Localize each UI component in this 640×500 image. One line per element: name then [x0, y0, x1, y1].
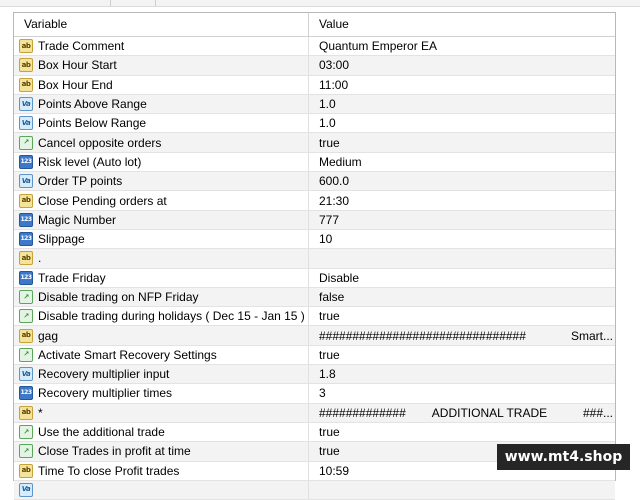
table-row[interactable]	[14, 365, 615, 384]
value-text: 21:30	[319, 193, 350, 208]
value-cell[interactable]	[309, 211, 615, 229]
variable-cell[interactable]	[14, 269, 309, 287]
variable-name: Box Hour End	[38, 77, 113, 92]
grid-rows	[14, 37, 615, 500]
column-header-variable[interactable]: Variable	[14, 13, 309, 36]
variable-cell[interactable]	[14, 249, 309, 267]
va-icon: Va	[19, 116, 33, 130]
variable-cell[interactable]	[14, 346, 309, 364]
value-text: Quantum Emperor EA	[319, 39, 438, 54]
variable-name: Close Trades in profit at time	[38, 444, 191, 459]
variable-cell[interactable]	[14, 56, 309, 74]
bool-icon: ↗	[19, 309, 33, 323]
value-cell[interactable]	[309, 133, 615, 151]
table-row[interactable]	[14, 346, 615, 365]
top-tab[interactable]	[110, 0, 156, 6]
value-text: 777	[319, 212, 340, 227]
variable-name: Activate Smart Recovery Settings	[38, 347, 217, 362]
variable-cell[interactable]	[14, 462, 309, 480]
watermark: www.mt4.shop	[497, 444, 630, 470]
variable-cell[interactable]	[14, 288, 309, 306]
table-row[interactable]	[14, 481, 615, 500]
value-cell[interactable]	[309, 269, 615, 287]
num-icon: 123	[19, 213, 33, 227]
value-cell[interactable]	[309, 326, 615, 344]
value-cell[interactable]	[309, 191, 615, 209]
grid-header	[14, 13, 615, 37]
value-text: 1.8	[319, 367, 336, 382]
bool-icon: ↗	[19, 136, 33, 150]
value-cell[interactable]	[309, 288, 615, 306]
value-text: 03:00	[319, 58, 350, 73]
table-row[interactable]	[14, 172, 615, 191]
value-cell[interactable]	[309, 76, 615, 94]
value-text: 1.0	[319, 116, 336, 131]
variable-cell[interactable]	[14, 172, 309, 190]
variable-cell[interactable]	[14, 384, 309, 402]
value-cell[interactable]	[309, 404, 615, 422]
variable-cell[interactable]	[14, 423, 309, 441]
variable-cell[interactable]	[14, 442, 309, 460]
variable-cell[interactable]	[14, 37, 309, 55]
value-cell[interactable]	[309, 230, 615, 248]
variable-name: Box Hour Start	[38, 58, 117, 73]
inputs-grid	[13, 12, 616, 494]
num-icon: 123	[19, 386, 33, 400]
table-row[interactable]	[14, 404, 615, 423]
variable-name: Trade Comment	[38, 39, 125, 54]
variable-name: Order TP points	[38, 174, 123, 189]
variable-cell[interactable]	[14, 133, 309, 151]
va-icon: Va	[19, 367, 33, 381]
variable-cell[interactable]	[14, 114, 309, 132]
bool-icon: ↗	[19, 348, 33, 362]
value-text: 10	[319, 232, 333, 247]
variable-name: .	[38, 251, 42, 266]
value-cell[interactable]	[309, 95, 615, 113]
variable-cell[interactable]	[14, 481, 309, 499]
value-text: Disable	[319, 270, 360, 285]
bool-icon: ↗	[19, 444, 33, 458]
variable-name: *	[38, 405, 43, 420]
value-text: 11:00	[319, 77, 349, 92]
variable-cell[interactable]	[14, 211, 309, 229]
variable-name: Close Pending orders at	[38, 193, 167, 208]
variable-cell[interactable]	[14, 404, 309, 422]
va-icon: Va	[19, 483, 33, 497]
value-cell[interactable]	[309, 307, 615, 325]
variable-name: Cancel opposite orders	[38, 135, 162, 150]
ab-icon: ab	[19, 329, 33, 343]
value-text: true	[319, 347, 340, 362]
num-icon: 123	[19, 155, 33, 169]
variable-name: Disable trading during holidays ( Dec 15 - Jan 15 )	[38, 309, 305, 324]
ab-icon: ab	[19, 39, 33, 53]
variable-name: gag	[38, 328, 59, 343]
table-row[interactable]	[14, 288, 615, 307]
value-cell[interactable]	[309, 249, 615, 267]
variable-name: Time To close Profit trades	[38, 463, 180, 478]
table-row[interactable]	[14, 56, 615, 75]
bool-icon: ↗	[19, 425, 33, 439]
table-row[interactable]	[14, 37, 615, 56]
variable-name: Points Below Range	[38, 116, 147, 131]
table-row[interactable]	[14, 249, 615, 268]
value-text: 600.0	[319, 174, 350, 189]
value-cell[interactable]	[309, 172, 615, 190]
value-text: true	[319, 135, 340, 150]
variable-name: Trade Friday	[38, 270, 106, 285]
table-row[interactable]	[14, 133, 615, 152]
va-icon: Va	[19, 174, 33, 188]
value-cell[interactable]	[309, 384, 615, 402]
variable-name: Points Above Range	[38, 97, 147, 112]
value-cell[interactable]	[309, 114, 615, 132]
variable-cell[interactable]	[14, 191, 309, 209]
variable-cell[interactable]	[14, 230, 309, 248]
table-row[interactable]	[14, 76, 615, 95]
variable-cell[interactable]	[14, 95, 309, 113]
value-cell[interactable]	[309, 56, 615, 74]
variable-name: Magic Number	[38, 212, 117, 227]
table-row[interactable]	[14, 326, 615, 345]
value-text: 3	[319, 386, 326, 401]
table-row[interactable]	[14, 211, 615, 230]
variable-name: Risk level (Auto lot)	[38, 154, 142, 169]
column-header-value[interactable]: Value	[319, 17, 349, 31]
bool-icon: ↗	[19, 290, 33, 304]
num-icon: 123	[19, 271, 33, 285]
table-row[interactable]	[14, 269, 615, 288]
top-tab[interactable]	[0, 0, 111, 6]
variable-name: Use the additional trade	[38, 425, 165, 440]
ab-icon: ab	[19, 194, 33, 208]
ab-icon: ab	[19, 464, 33, 478]
variable-name: Recovery multiplier input	[38, 367, 170, 382]
num-icon: 123	[19, 232, 33, 246]
value-cell[interactable]	[309, 346, 615, 364]
value-text: 1.0	[319, 97, 336, 112]
ab-icon: ab	[19, 78, 33, 92]
variable-cell[interactable]	[14, 153, 309, 171]
variable-name: Disable trading on NFP Friday	[38, 290, 199, 304]
value-cell[interactable]	[309, 423, 615, 441]
variable-name: Slippage	[38, 232, 85, 247]
table-row[interactable]	[14, 384, 615, 403]
variable-name: Recovery multiplier times	[38, 386, 173, 401]
value-text: 10:59	[319, 463, 350, 478]
variable-cell[interactable]	[14, 307, 309, 325]
table-row[interactable]	[14, 95, 615, 114]
value-cell[interactable]	[309, 153, 615, 171]
top-tab-strip	[0, 0, 640, 7]
value-text: ############# ADDITIONAL TRADE	[319, 405, 548, 420]
value-text: true	[319, 309, 340, 324]
value-text: true	[319, 425, 340, 440]
value-text: Medium	[319, 154, 362, 169]
value-text: false	[319, 290, 345, 304]
table-row[interactable]	[14, 230, 615, 249]
value-text-overflow: Smart...	[570, 328, 613, 343]
value-cell[interactable]	[309, 365, 615, 383]
table-row[interactable]	[14, 191, 615, 210]
value-text: true	[319, 444, 340, 459]
ab-icon: ab	[19, 406, 33, 420]
variable-cell[interactable]	[14, 76, 309, 94]
value-text-overflow: ###...	[582, 405, 613, 420]
table-row[interactable]	[14, 307, 615, 326]
va-icon: Va	[19, 97, 33, 111]
table-row[interactable]	[14, 114, 615, 133]
table-row[interactable]	[14, 153, 615, 172]
value-cell[interactable]	[309, 37, 615, 55]
variable-cell[interactable]	[14, 365, 309, 383]
ab-icon: ab	[19, 251, 33, 265]
variable-cell[interactable]	[14, 326, 309, 344]
ab-icon: ab	[19, 58, 33, 72]
table-row[interactable]	[14, 423, 615, 442]
value-text: ###############################	[319, 328, 526, 343]
value-cell[interactable]	[309, 481, 615, 499]
